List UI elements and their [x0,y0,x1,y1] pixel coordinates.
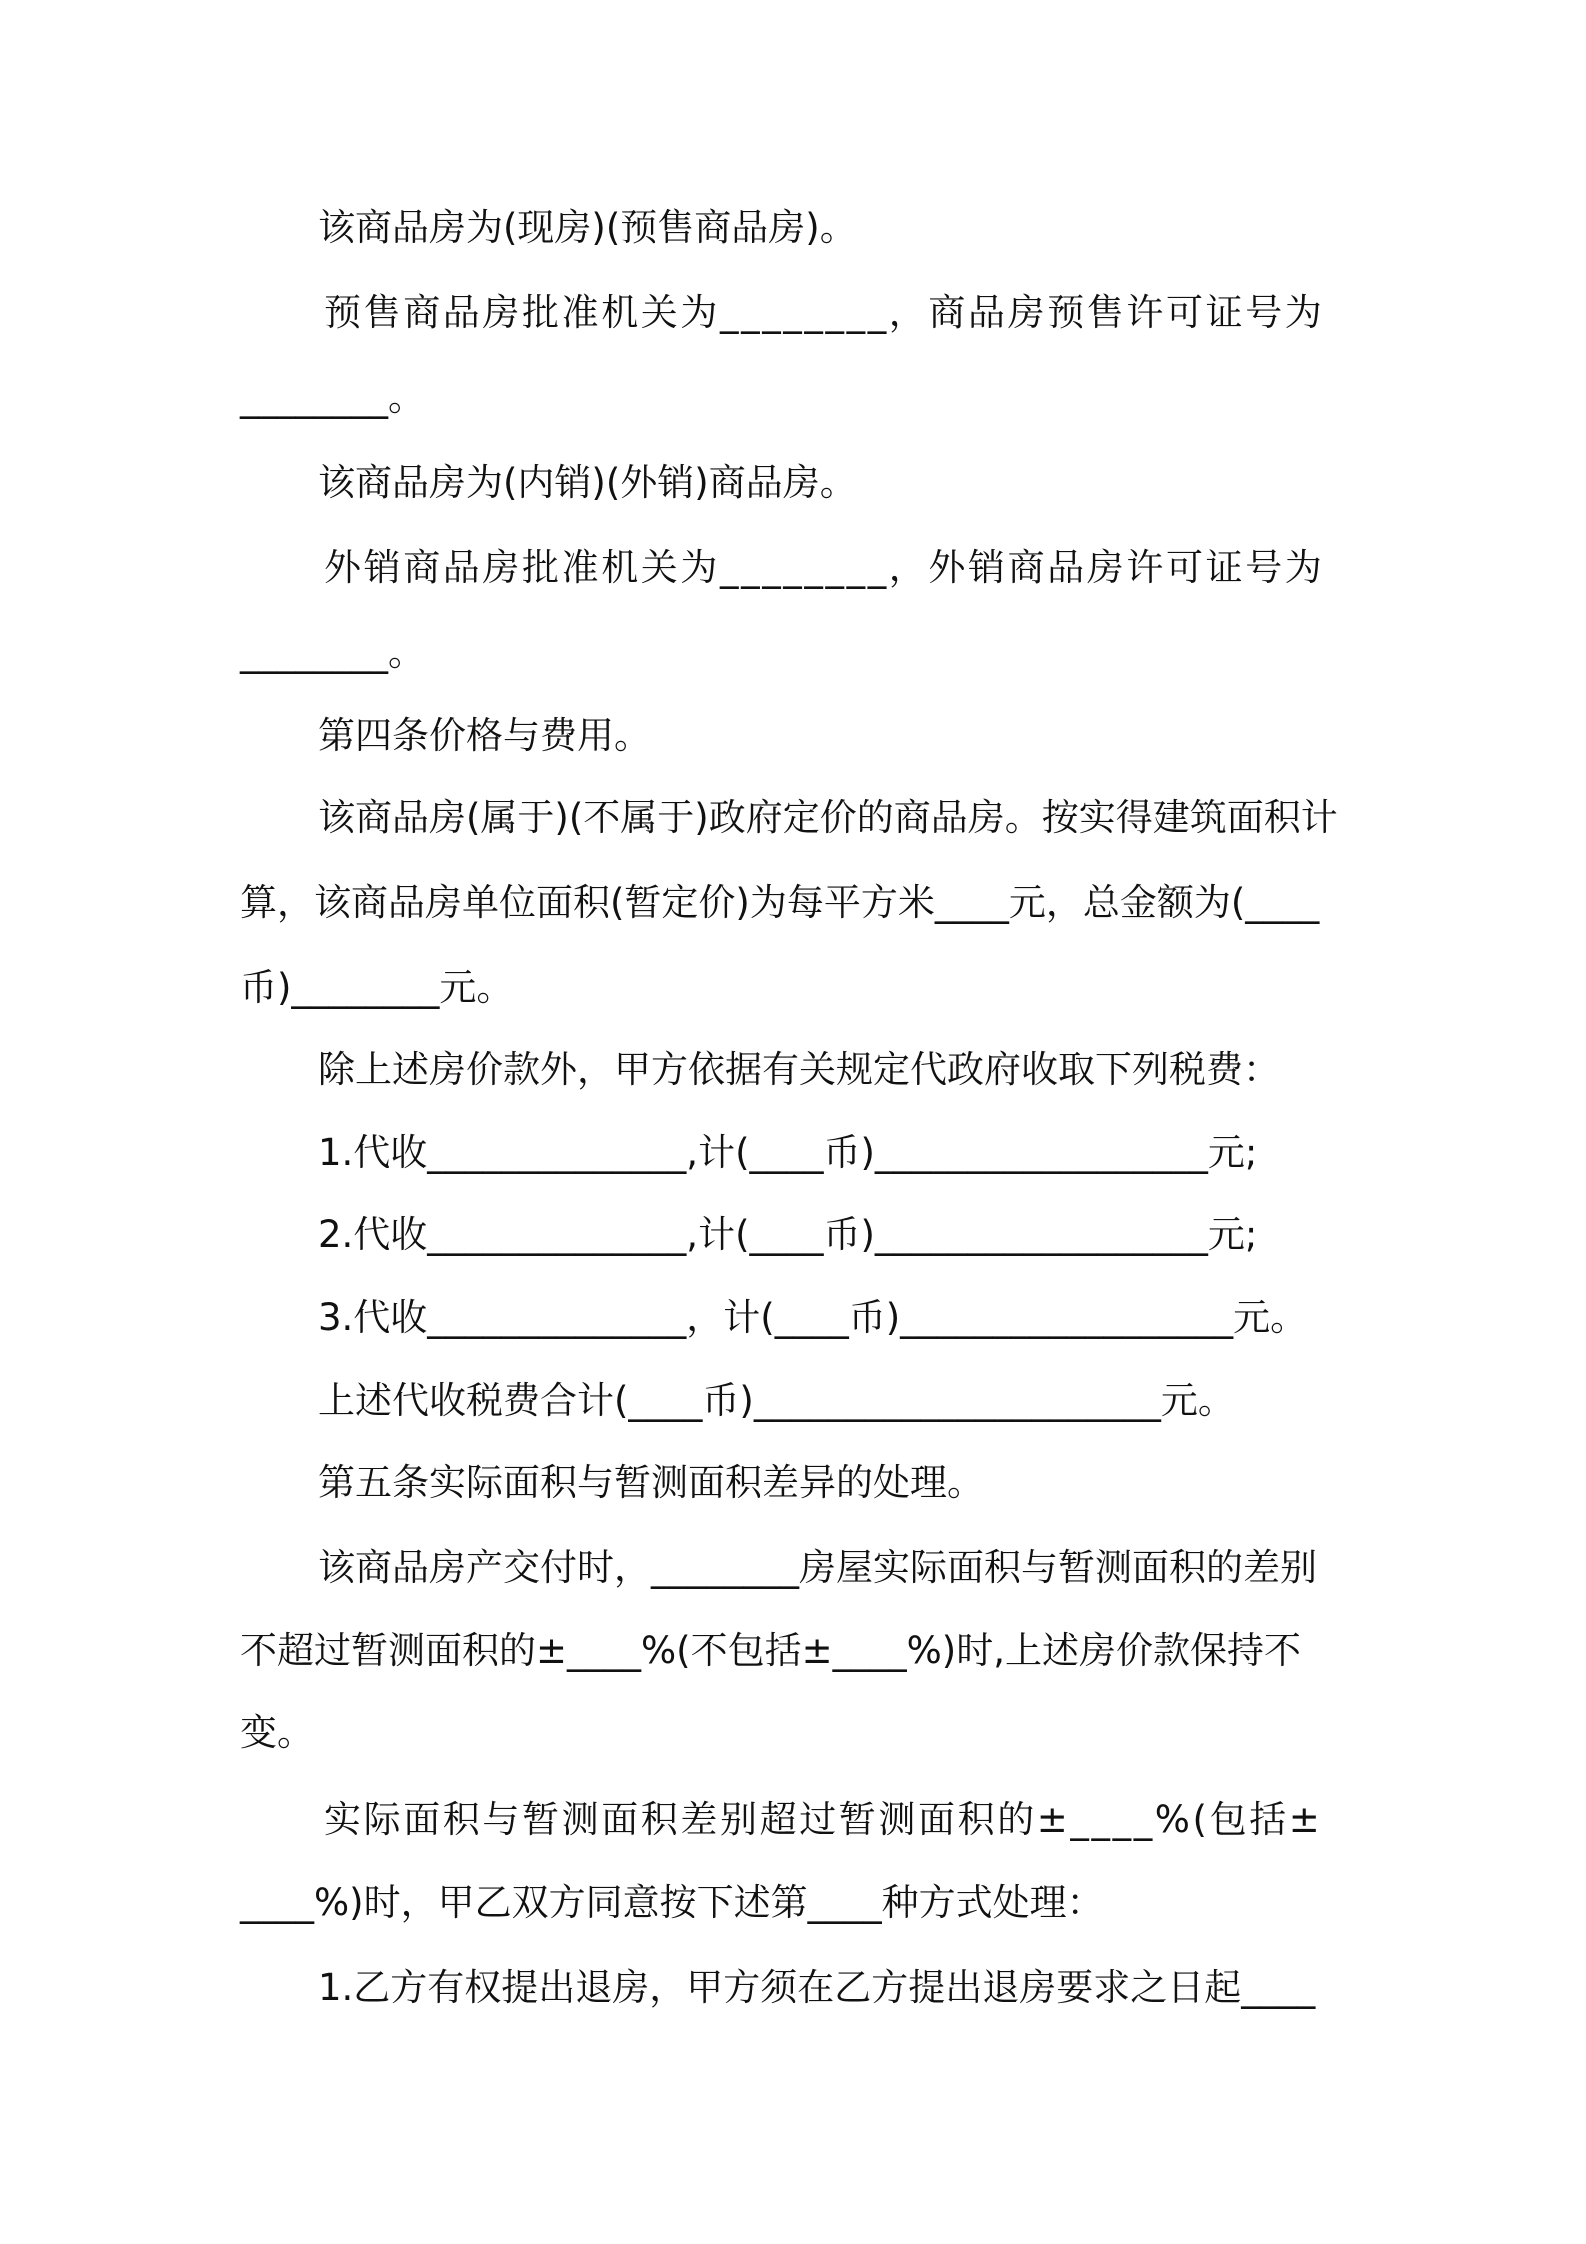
list-item: 1.乙方有权提出退房，甲方须在乙方提出退房要求之日起____ [318,1966,1316,2009]
list-item: 1.代收______________,计(____币)__________________元; [318,1131,1258,1174]
paragraph-line: 该商品房为(内销)(外销)商品房。 [318,461,857,504]
paragraph-line: 除上述房价款外，甲方依据有关规定代政府收取下列税费： [318,1048,1280,1091]
paragraph-line: 币)________元。 [240,966,514,1009]
paragraph-line: 外销商品房批准机关为________，外销商品房许可证号为 [324,546,1325,589]
section-heading: 第五条实际面积与暂测面积差异的处理。 [318,1461,984,1504]
paragraph-line: ________。 [240,376,425,419]
paragraph-line: 预售商品房批准机关为________，商品房预售许可证号为 [324,291,1325,334]
paragraph-line: ____%)时，甲乙双方同意按下述第____种方式处理： [240,1881,1104,1924]
paragraph-line: 上述代收税费合计(____币)______________________元。 [318,1379,1235,1422]
paragraph-line: 不超过暂测面积的±____%(不包括±____%)时,上述房价款保持不 [240,1629,1301,1672]
section-heading: 第四条价格与费用。 [318,714,651,757]
list-item: 3.代收______________，计(____币)__________________元。 [318,1296,1308,1339]
list-item: 2.代收______________,计(____币)__________________元; [318,1213,1258,1256]
paragraph-line: 该商品房(属于)(不属于)政府定价的商品房。按实得建筑面积计 [318,796,1338,839]
paragraph-line: 该商品房产交付时，________房屋实际面积与暂测面积的差别 [318,1546,1317,1589]
paragraph-line: 变。 [240,1711,314,1754]
paragraph-line: 实际面积与暂测面积差别超过暂测面积的±____%(包括± [324,1798,1323,1841]
paragraph-line: 算，该商品房单位面积(暂定价)为每平方米____元，总金额为(____ [240,881,1320,924]
paragraph-line: ________。 [240,631,425,674]
paragraph-line: 该商品房为(现房)(预售商品房)。 [318,206,857,249]
